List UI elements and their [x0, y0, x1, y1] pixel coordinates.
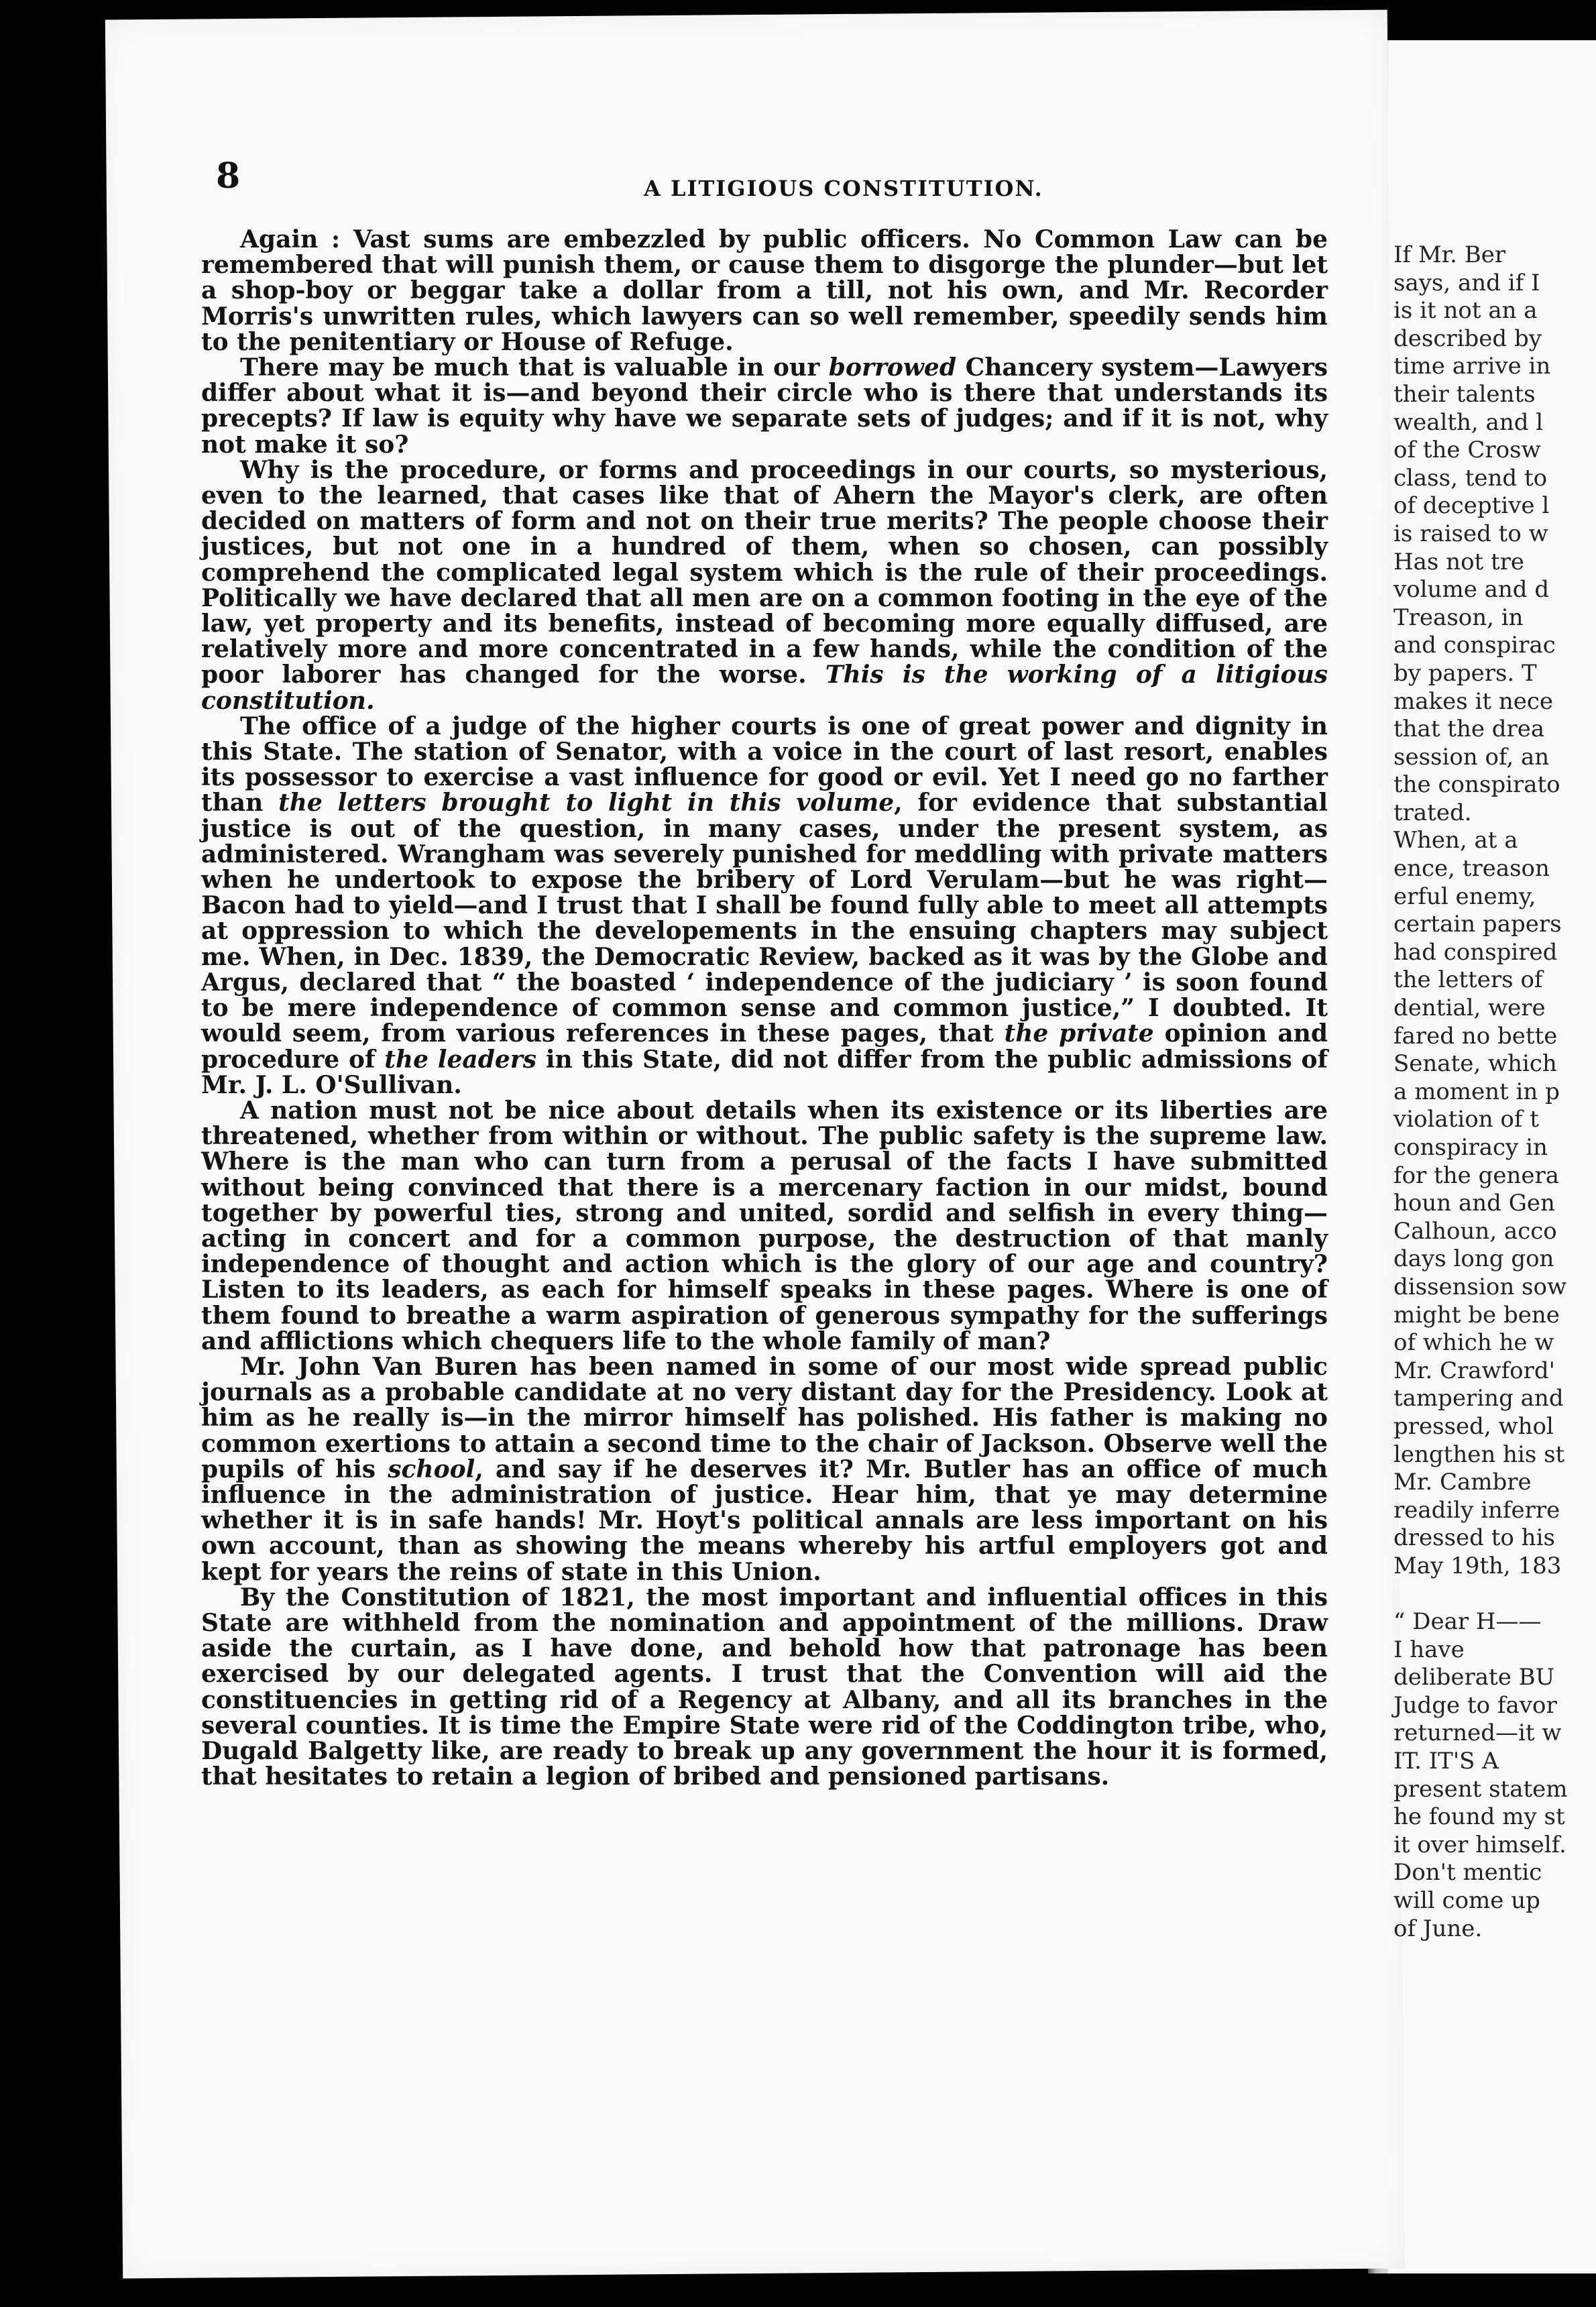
paragraph	[201, 457, 1328, 714]
italic-text: the private	[1004, 1019, 1154, 1048]
facing-page-line: dential, were	[1393, 995, 1546, 1022]
facing-page-line: Senate, which	[1393, 1050, 1557, 1078]
facing-page-line: had conspired	[1393, 938, 1558, 966]
facing-page-line: session of, an	[1393, 743, 1550, 771]
facing-page-line: Has not tre	[1393, 548, 1525, 575]
facing-page-line: Don't mentic	[1393, 1859, 1542, 1887]
facing-page-line: Treason, in	[1393, 604, 1524, 631]
facing-page-line: days long gon	[1393, 1245, 1554, 1273]
text-run: A nation must not be nice about details when its existence or its liberties are threatened, whether from within or without. The public safety is the supreme law. Where is the man who can turn from a perusal of the facts I have submitted without being convinced that there is a mercenary faction in our midst, bound together by powerful ties, strong and united, sordid and selfish in every thing—acting in concert and for a common purpose, the destruction of that manly independence of thought and action which is the glory of our age and country? Listen to its leaders, as each for himself speaks in these pages. Where is one of them found to breathe a warm aspiration of generous sympathy for the sufferings and afflictions which chequers life to the whole family of man?	[201, 1096, 1328, 1355]
facing-page-line: volume and d	[1393, 576, 1550, 604]
paragraph	[201, 1098, 1328, 1354]
facing-page-line: violation of t	[1393, 1106, 1539, 1133]
italic-text: the letters brought to light in this volume	[278, 789, 895, 818]
facing-page-line: of the Crosw	[1393, 437, 1541, 464]
facing-page-line: wealth, and l	[1393, 408, 1544, 436]
facing-page-line: dressed to his	[1393, 1524, 1555, 1552]
facing-page-text	[1393, 241, 1596, 1943]
facing-page-line: fared no bette	[1393, 1022, 1558, 1050]
facing-page-line: by papers. T	[1393, 659, 1537, 687]
text-run: Mr. John Van Buren has been named in some of our most wide spread public journals as a probable candidate at no very distant day for the Presidency. Look at him as he really is—in the mirror himself has polished. His father is making no common exertions to attain a second time to the chair of Jackson. Observe well the pupils of his	[201, 1352, 1328, 1483]
italic-text: This is the working of a litigious constitution.	[201, 661, 1328, 715]
italic-text: the leaders	[384, 1045, 537, 1074]
facing-page-line: is raised to w	[1393, 520, 1548, 547]
facing-page-line: Judge to favor	[1393, 1691, 1557, 1719]
paragraph	[201, 355, 1328, 457]
text-run: The office of a judge of the higher courts is one of great power and dignity in this State. The station of Senator, with a voice in the court of last resort, enables its possessor to exercise a vast influence for good or evil. Yet I need go no farther than	[201, 712, 1328, 818]
facing-page-line: readily inferre	[1393, 1496, 1560, 1524]
facing-page-line: will come up	[1393, 1887, 1540, 1915]
body-text	[201, 227, 1328, 1789]
facing-page-line: and conspirac	[1393, 632, 1556, 659]
facing-page-line: of deceptive l	[1393, 492, 1550, 520]
facing-page-line: their talents	[1393, 380, 1536, 408]
facing-page-line: certain papers	[1393, 911, 1562, 938]
facing-page-line: conspiracy in	[1393, 1134, 1548, 1161]
facing-page-line: time arrive in	[1393, 353, 1551, 380]
facing-page-line: deliberate BU	[1393, 1664, 1555, 1691]
paragraph	[201, 1585, 1328, 1790]
facing-page-line: of June.	[1393, 1915, 1483, 1942]
facing-page-line: for the genera	[1393, 1162, 1560, 1189]
facing-page-line: erful enemy,	[1393, 883, 1536, 910]
facing-page-line: Mr. Crawford'	[1393, 1357, 1556, 1384]
facing-page-line: returned—it w	[1393, 1720, 1562, 1747]
text-run: Chancery system—Lawyers differ about what it is—and beyond their circle who is there that understands its precepts? If law is equity why have we separate sets of judges; and if it is not, why not make it so?	[201, 353, 1328, 459]
facing-page-line: of which he w	[1393, 1329, 1554, 1357]
text-run: By the Constitution of 1821, the most important and influential offices in this State are withheld from the nomination and appointment of the millions. Draw aside the curtain, as I have done, and behold how that patronage has been exercised by our delegated agents. I trust that the Convention will aid the constituencies in getting rid of a Regency at Albany, and all its branches in the several counties. It is time the Empire State were rid of the Coddington tribe, who, Dugald Balgetty like, are ready to break up any government the hour it is formed, that hesitates to retain a legion of bribed and pensioned partisans.	[201, 1583, 1328, 1791]
facing-page-line: that the drea	[1393, 716, 1545, 743]
facing-page-line: Calhoun, acco	[1393, 1217, 1557, 1245]
facing-page-line: it over himself.	[1393, 1831, 1566, 1858]
facing-page-line: present statem	[1393, 1775, 1568, 1803]
facing-page-line: trated.	[1393, 799, 1472, 826]
facing-page-line: If Mr. Ber	[1393, 241, 1506, 268]
text-run: Why is the procedure, or forms and proceedings in our courts, so mysterious, even to the learned, that cases like that of Ahern the Mayor's clerk, are often decided on matters of form and not on their true merits? The people choose their justices, but not one in a hundred of them, when so chosen, can possibly comprehend the complicated legal system which is the rule of their proceedings. Politically we have declared that all men are on a common footing in the eye of the law, yet property and its benefits, instead of becoming more equally diffused, are relatively more and more concentrated in a few hands, while the condition of the poor laborer has changed for the worse.	[201, 455, 1328, 689]
italic-text: borrowed	[828, 353, 956, 382]
text-run: in this State, did not differ from the public admissions of Mr. J. L. O'Sullivan.	[201, 1045, 1328, 1099]
facing-page-line: the conspirato	[1393, 771, 1560, 799]
facing-page-line: May 19th, 183	[1393, 1552, 1562, 1579]
facing-page-line: class, tend to	[1393, 464, 1548, 492]
text-run: Again : Vast sums are embezzled by public officers. No Common Law can be remembered that will punish them, or cause them to disgorge the plunder—but let a shop-boy or beggar take a dollar from a till, not his own, and Mr. Recorder Morris's unwritten rules, which lawyers can so well remember, speedily sends him to the penitentiary or House of Refuge.	[201, 225, 1328, 356]
facing-page-line: described by	[1393, 325, 1542, 352]
text-run: , and say if he deserves it? Mr. Butler has an office of much influence in the administration of justice. Hear him, that ye may determine whether it is in safe hands! Mr. Hoyt's political annals are less important on his own account, than as showing the means whereby his artful employers got and kept for years the reins of state in this Union.	[201, 1455, 1328, 1586]
text-run: opinion and procedure of	[201, 1019, 1328, 1074]
paragraph	[201, 227, 1328, 355]
facing-page-line: When, at a	[1393, 827, 1518, 854]
facing-page-line: houn and Gen	[1393, 1190, 1555, 1217]
facing-page-line: he found my st	[1393, 1803, 1565, 1831]
facing-page-line: the letters of	[1393, 966, 1543, 994]
facing-page-line: dissension sow	[1393, 1273, 1567, 1300]
facing-page-line: is it not an a	[1393, 297, 1538, 325]
facing-page-line: I have	[1393, 1636, 1465, 1663]
paragraph	[201, 714, 1328, 1098]
facing-page-line: lengthen his st	[1393, 1441, 1565, 1468]
facing-page-line	[1393, 1581, 1596, 1609]
facing-page-line: Mr. Cambre	[1393, 1469, 1532, 1496]
facing-page-line: IT. IT'S A	[1393, 1748, 1499, 1775]
facing-page-line: ence, treason	[1393, 855, 1550, 883]
facing-page-line: a moment in p	[1393, 1078, 1560, 1105]
facing-page-line: tampering and	[1393, 1385, 1564, 1412]
facing-page-line: makes it nece	[1393, 687, 1554, 715]
facing-page-line: might be bene	[1393, 1301, 1560, 1329]
facing-page-line: pressed, whol	[1393, 1412, 1554, 1440]
facing-page-line: “ Dear H——	[1393, 1608, 1542, 1636]
running-head: A LITIGIOUS CONSTITUTION.	[644, 176, 1043, 201]
page-number: 8	[216, 156, 241, 196]
text-run: There may be much that is valuable in our	[240, 353, 829, 382]
italic-text: school	[388, 1455, 475, 1483]
text-run: , for evidence that substantial justice is out of the question, in many cases, under the present system, as administered. Wrangham was severely punished for meddling with private matters when he undertook to expose the bribery of Lord Verulam—but he was right—Bacon had to yield—and I trust that I shall be found fully able to meet all attempts at oppression to which the developements in the ensuing chapters may subject me. When, in Dec. 1839, the Democratic Review, backed as it was by the Globe and Argus, declared that “ the boasted ‘ independence of the judiciary ’ is soon found to be mere independence of common sense and common justice,” I doubted. It would seem, from various references in these pages, that	[201, 789, 1328, 1048]
paragraph	[201, 1354, 1328, 1585]
facing-page-line: says, and if I	[1393, 269, 1540, 296]
